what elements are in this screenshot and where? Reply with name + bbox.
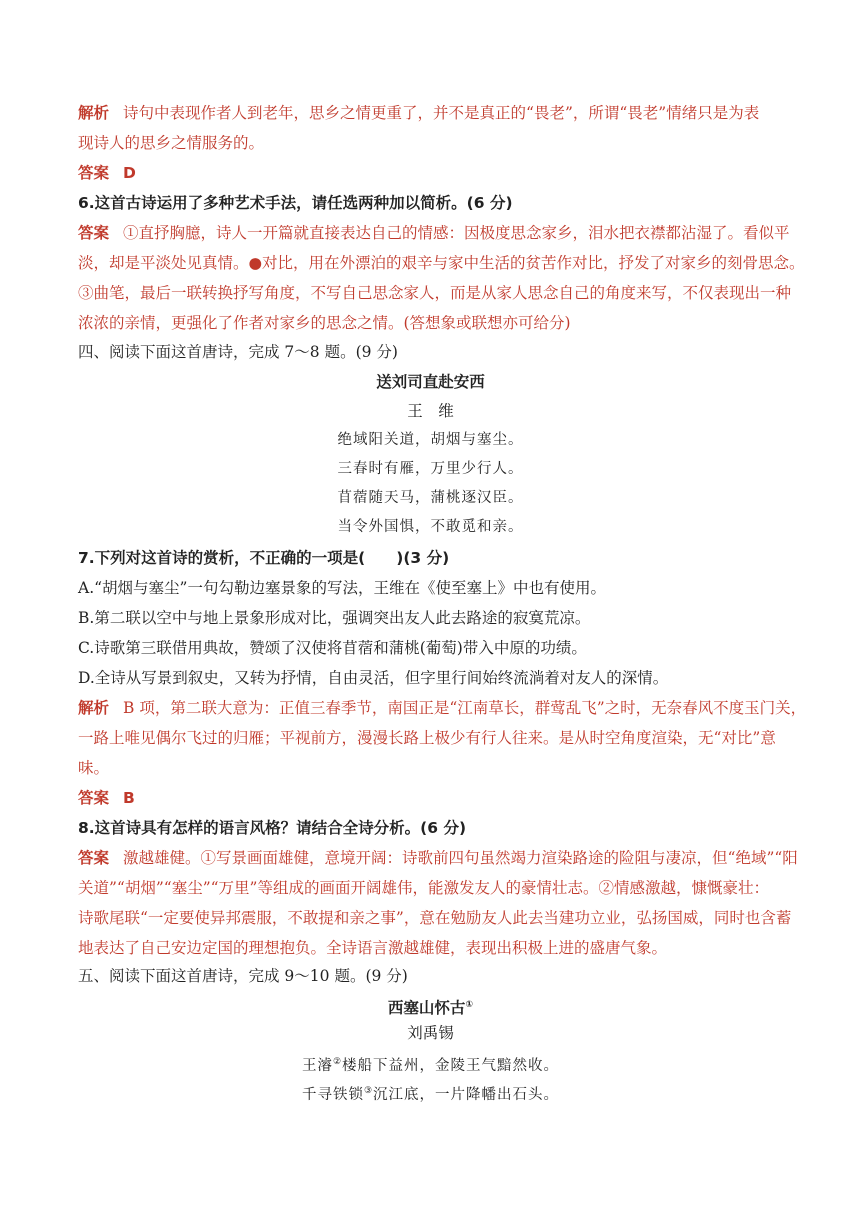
q8-answer-line-2: 关道”“胡烟”“塞尘”“万里”等组成的画面开阔雄伟，能激发友人的豪情壮志。②情感激越，慷慨豪壮： [78, 879, 769, 897]
poem-title: 送刘司直赴安西 [376, 373, 485, 391]
q6-answer-line-3: ③曲笔，最后一联转换抒写角度，不写自己思念家人，而是从家人思念自己的角度来写，不仅表现出一种 [78, 284, 792, 302]
poem-line: 苜蓿随天马，蒲桃逐汉臣。 [337, 490, 524, 506]
answer-label: 答案 [78, 789, 110, 807]
answer-value: B [123, 789, 135, 807]
q7-question: 7.下列对这首诗的赏析，不正确的一项是( )(3 分) [78, 549, 450, 567]
q7-option-a: A.“胡烟与塞尘”一句勾勒边塞景象的写法，王维在《使至塞上》中也有使用。 [78, 579, 606, 597]
answer-label: 答案 [78, 224, 110, 242]
poem-line: 当令外国惧，不敢觅和亲。 [337, 519, 524, 535]
q6-answer-line-2: 淡，却是平淡处见真情。●对比，用在外漂泊的艰辛与家中生活的贫苦作对比，抒发了对家乡的刻骨思念。 [78, 254, 805, 272]
q7-option-b: B.第二联以空中与地上景象形成对比，强调突出友人此去路途的寂寞荒凉。 [78, 609, 591, 627]
poem-title: 西塞山怀古① [387, 999, 474, 1018]
q8-question: 8.这首诗具有怎样的语言风格？请结合全诗分析。(6 分) [78, 819, 467, 837]
q7-answer [78, 788, 149, 808]
q7-analysis-line-3: 味。 [78, 759, 110, 777]
q6-question: 6.这首古诗运用了多种艺术手法，请任选两种加以简析。(6 分) [78, 194, 513, 212]
answer-label: 答案 [78, 849, 110, 867]
poem-author: 王 维 [407, 402, 454, 420]
q5-analysis-line-1: 解析 诗句中表现作者人到老年，思乡之情更重了，并不是真正的“畏老”，所谓“畏老”情绪只是为表 [78, 104, 760, 122]
q8-answer-line-3: 诗歌尾联“一定要使异邦震服，不敢提和亲之事”，意在勉励友人此去当建功立业，弘扬国威，同时也含蓄 [78, 909, 792, 927]
q5-answer [78, 163, 150, 183]
q7-analysis-line-1: 解析 B 项，第二联大意为：正值三春季节，南国正是“江南草长，群莺乱飞”之时，无奈春风不度玉门关， [78, 699, 807, 717]
q6-answer-line-4: 浓浓的亲情，更强化了作者对家乡的思念之情。(答想象或联想亦可给分) [78, 314, 571, 332]
q6-answer-line-1: 答案 ①直抒胸臆，诗人一开篇就直接表达自己的情感：因极度思念家乡，泪水把衣襟都沾湿了。看似平 [78, 224, 790, 242]
q8-answer-line-1: 答案 激越雄健。①写景画面雄健，意境开阔：诗歌前四句虽然竭力渲染路途的险阻与凄凉，但“绝域”“阳 [78, 849, 798, 867]
poem-line: 三春时有雁，万里少行人。 [337, 461, 524, 477]
answer-label: 答案 [78, 164, 110, 182]
footnote-marker: ③ [363, 1086, 374, 1096]
poem-line: 绝域阳关道，胡烟与塞尘。 [337, 432, 524, 448]
q7-analysis-line-2: 一路上唯见偶尔飞过的归雁；平视前方，漫漫长路上极少有行人往来。是从时空角度渲染，无“对比”意 [78, 729, 776, 747]
answer-value: D [123, 164, 136, 182]
poem-author: 刘禹锡 [407, 1024, 454, 1042]
q7-option-c: C.诗歌第三联借用典故，赞颂了汉使将苜蓿和蒲桃(葡萄)带入中原的功绩。 [78, 639, 587, 657]
analysis-label: 解析 [78, 699, 110, 717]
q8-answer-line-4: 地表达了自己安边定国的理想抱负。全诗语言激越雄健，表现出积极上进的盛唐气象。 [78, 939, 668, 957]
poem-line: 千寻铁锁③沉江底，一片降幡出石头。 [301, 1086, 560, 1103]
q7-option-d: D.全诗从写景到叙史，又转为抒情，自由灵活，但字里行间始终流淌着对友人的深情。 [78, 669, 669, 687]
footnote-marker: ① [465, 1000, 474, 1010]
section4-heading: 四、阅读下面这首唐诗，完成 7～8 题。(9 分) [78, 343, 398, 361]
section5-heading: 五、阅读下面这首唐诗，完成 9～10 题。(9 分) [78, 967, 408, 985]
analysis-label: 解析 [78, 104, 110, 122]
footnote-marker: ② [332, 1057, 343, 1067]
q5-analysis-line-2: 现诗人的思乡之情服务的。 [78, 134, 265, 152]
poem-line: 王濬②楼船下益州，金陵王气黯然收。 [301, 1057, 560, 1074]
